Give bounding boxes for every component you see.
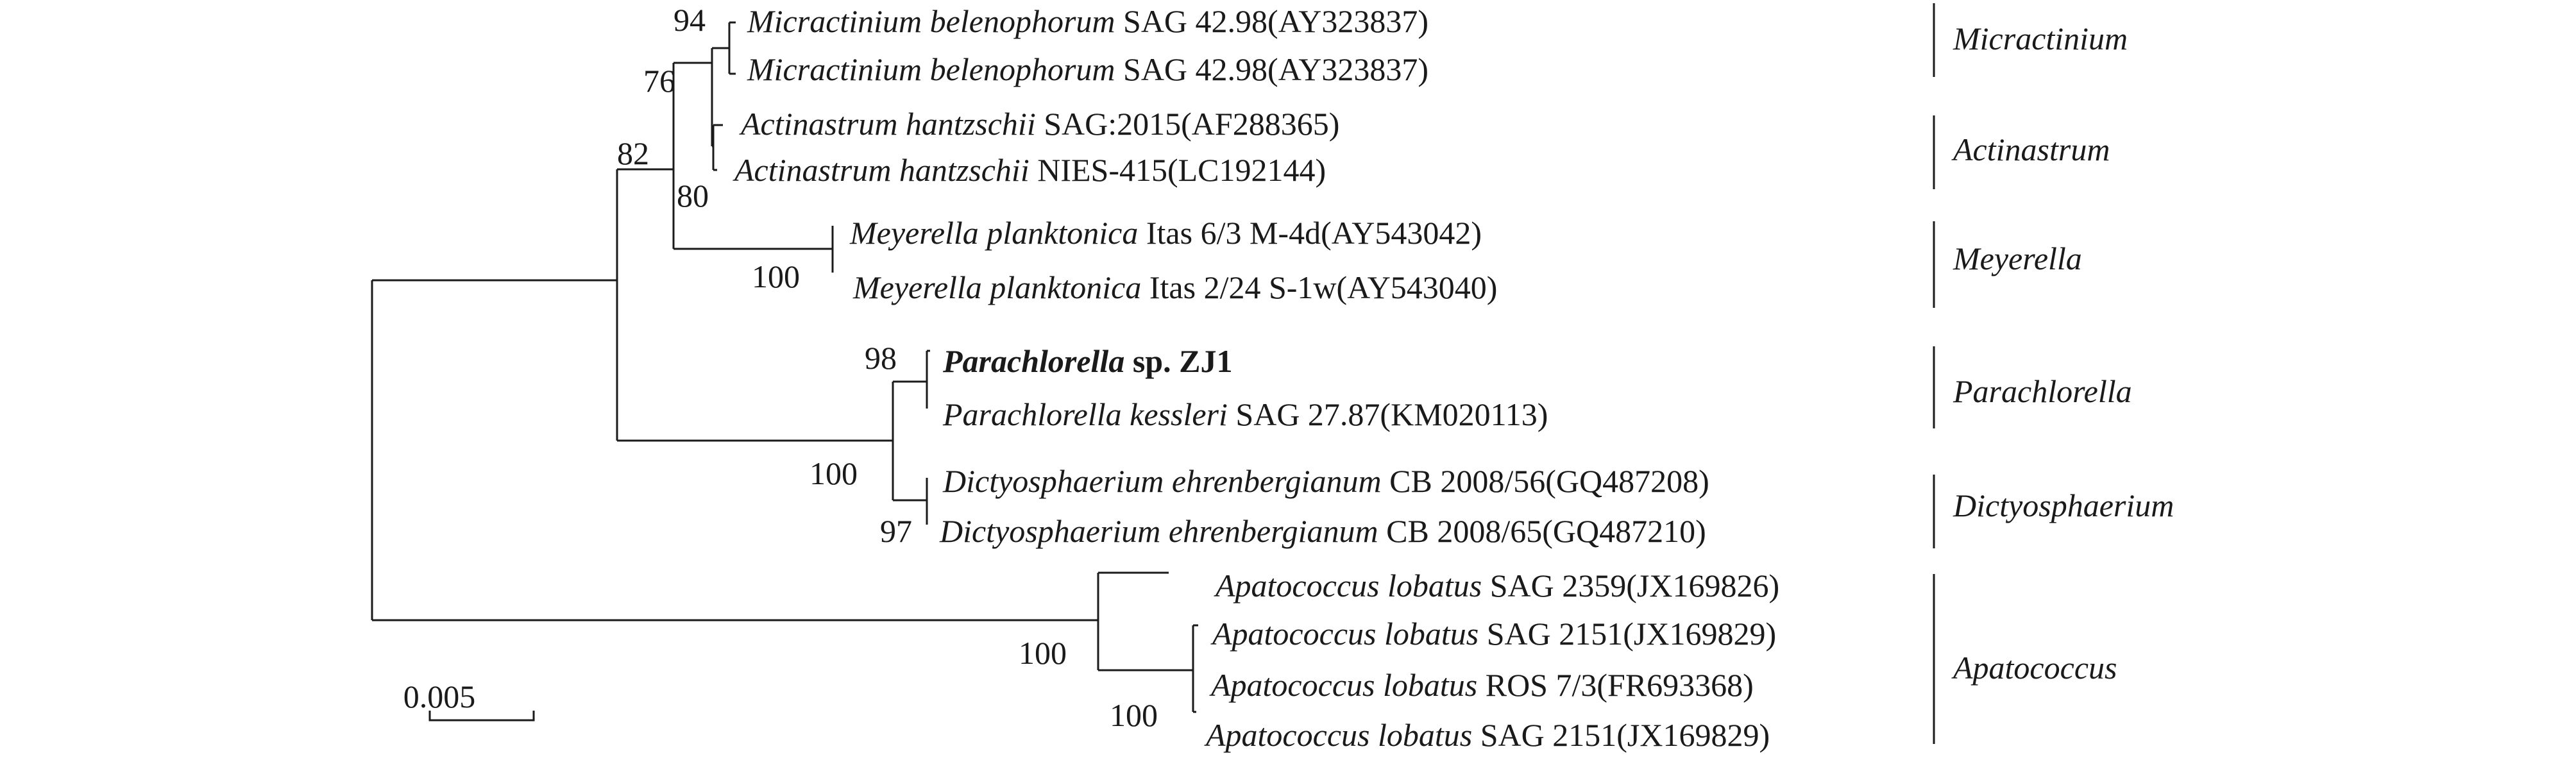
bootstrap-value: 76 xyxy=(643,63,675,99)
taxon-label: Micractinium belenophorum SAG 42.98(AY323837) xyxy=(747,51,1428,87)
taxon-label: Meyerella planktonica Itas 6/3 M-4d(AY543042) xyxy=(850,215,1482,251)
taxon-label: Actinastrum hantzschii NIES-415(LC192144) xyxy=(734,152,1326,188)
taxon-label: Micractinium belenophorum SAG 42.98(AY323837) xyxy=(747,3,1428,39)
taxon-label: Apatococcus lobatus SAG 2359(JX169826) xyxy=(1216,568,1780,604)
bootstrap-value: 100 xyxy=(809,455,858,491)
bootstrap-value: 98 xyxy=(865,340,897,376)
bootstrap-value: 82 xyxy=(617,135,649,171)
bootstrap-value: 100 xyxy=(1110,697,1158,733)
taxon-label: Apatococcus lobatus ROS 7/3(FR693368) xyxy=(1211,667,1754,703)
taxon-label: Dictyosphaerium ehrenbergianum CB 2008/65(GQ487210) xyxy=(940,513,1706,549)
clade-brackets xyxy=(1934,3,2174,744)
taxon-label: Dictyosphaerium ehrenbergianum CB 2008/56(GQ487208) xyxy=(943,463,1709,499)
taxon-label: Actinastrum hantzschii SAG:2015(AF288365) xyxy=(741,106,1340,142)
clade-label-actinastrum: Actinastrum xyxy=(1953,131,2110,167)
taxon-label: Apatococcus lobatus SAG 2151(JX169829) xyxy=(1206,717,1770,753)
bootstrap-value: 94 xyxy=(674,2,706,38)
clade-label-dictyosphaerium: Dictyosphaerium xyxy=(1953,487,2174,523)
bootstrap-value: 97 xyxy=(880,513,912,549)
taxon-labels xyxy=(733,3,1779,753)
bootstrap-value: 100 xyxy=(1019,635,1067,671)
clade-label-apatococcus: Apatococcus xyxy=(1953,650,2117,686)
clade-label-parachlorella: Parachlorella xyxy=(1953,373,2132,409)
taxon-label-highlighted: Parachlorella sp. ZJ1 xyxy=(943,343,1233,379)
scale-bar-label: 0.005 xyxy=(403,679,476,714)
scale-bar xyxy=(403,679,534,720)
bootstrap-value: 80 xyxy=(677,178,709,214)
taxon-label: Meyerella planktonica Itas 2/24 S-1w(AY543040) xyxy=(853,269,1498,305)
taxon-label: Parachlorella kessleri SAG 27.87(KM020113) xyxy=(943,396,1548,432)
taxon-label: Apatococcus lobatus SAG 2151(JX169829) xyxy=(1212,616,1777,652)
clade-label-micractinium: Micractinium xyxy=(1953,21,2128,56)
clade-label-meyerella: Meyerella xyxy=(1953,241,2082,276)
bootstrap-value: 100 xyxy=(752,258,800,294)
